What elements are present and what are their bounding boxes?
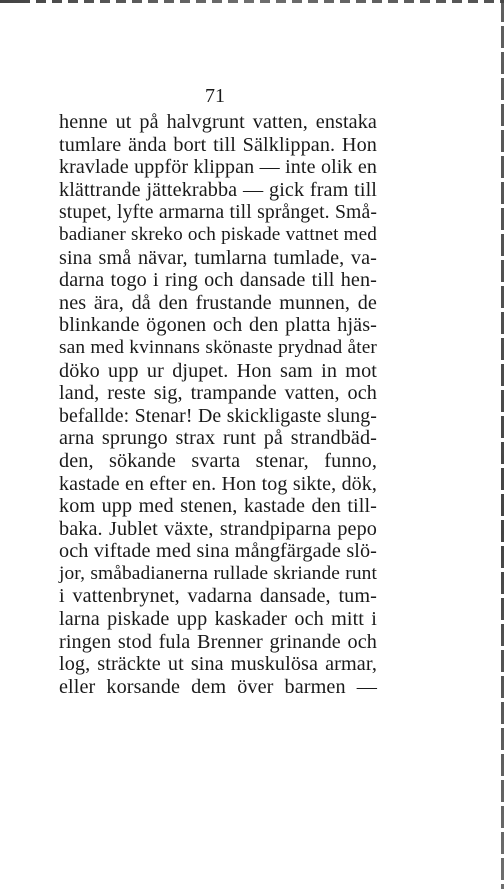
page-number: 71	[205, 85, 225, 107]
text-line: befallde: Stenar! De skickligaste slung-	[59, 404, 377, 427]
text-line: klättrande jättekrabba — gick fram till	[59, 178, 377, 201]
text-line: kom upp med stenen, kastade den till-	[59, 495, 377, 518]
text-line: darna togo i ring och dansade till hen-	[59, 269, 377, 292]
text-line: larna piskade upp kaskader och mitt i	[59, 608, 377, 631]
text-line: henne ut på halvgrunt vatten, enstaka	[59, 111, 377, 133]
text-line: blinkande ögonen och den platta hjäs-	[59, 314, 377, 337]
text-line: ringen stod fula Brenner grinande och	[59, 630, 377, 653]
page-top-edge-dashes	[30, 0, 504, 3]
text-line: san med kvinnans skönaste prydnad åter	[59, 336, 377, 358]
text-line: den, sökande svarta stenar, funno,	[59, 449, 377, 472]
text-line: jor, småbadianerna rullade skriande runt	[59, 562, 377, 584]
text-line: tumlare ända bort till Sälklippan. Hon	[59, 133, 377, 156]
text-line: nes ära, då den frustande munnen, de	[59, 291, 377, 314]
text-line: och viftade med sina mångfärgade slö-	[59, 540, 377, 563]
text-line: baka. Jublet växte, strandpiparna pepo	[59, 517, 377, 540]
text-line: stupet, lyfte armarna till språnget. Små-	[59, 201, 377, 224]
text-line: i vattenbrynet, vadarna dansade, tum-	[59, 585, 377, 608]
text-line: badianer skreko och piskade vattnet med	[59, 223, 377, 245]
text-line: land, reste sig, trampande vatten, och	[59, 382, 377, 405]
page-body-text	[59, 111, 377, 698]
text-line: döko upp ur djupet. Hon sam in mot	[59, 359, 377, 382]
text-line: kastade en efter en. Hon tog sikte, dök,	[59, 472, 377, 495]
text-line: log, sträckte ut sina muskulösa armar,	[59, 653, 377, 676]
text-line: sina små nävar, tumlarna tumlade, va-	[59, 246, 377, 269]
text-line: arna sprungo strax runt på strandbäd-	[59, 427, 377, 450]
text-line: kravlade uppför klippan — inte olik en	[59, 156, 377, 179]
text-line: eller korsande dem över barmen —	[59, 675, 377, 698]
